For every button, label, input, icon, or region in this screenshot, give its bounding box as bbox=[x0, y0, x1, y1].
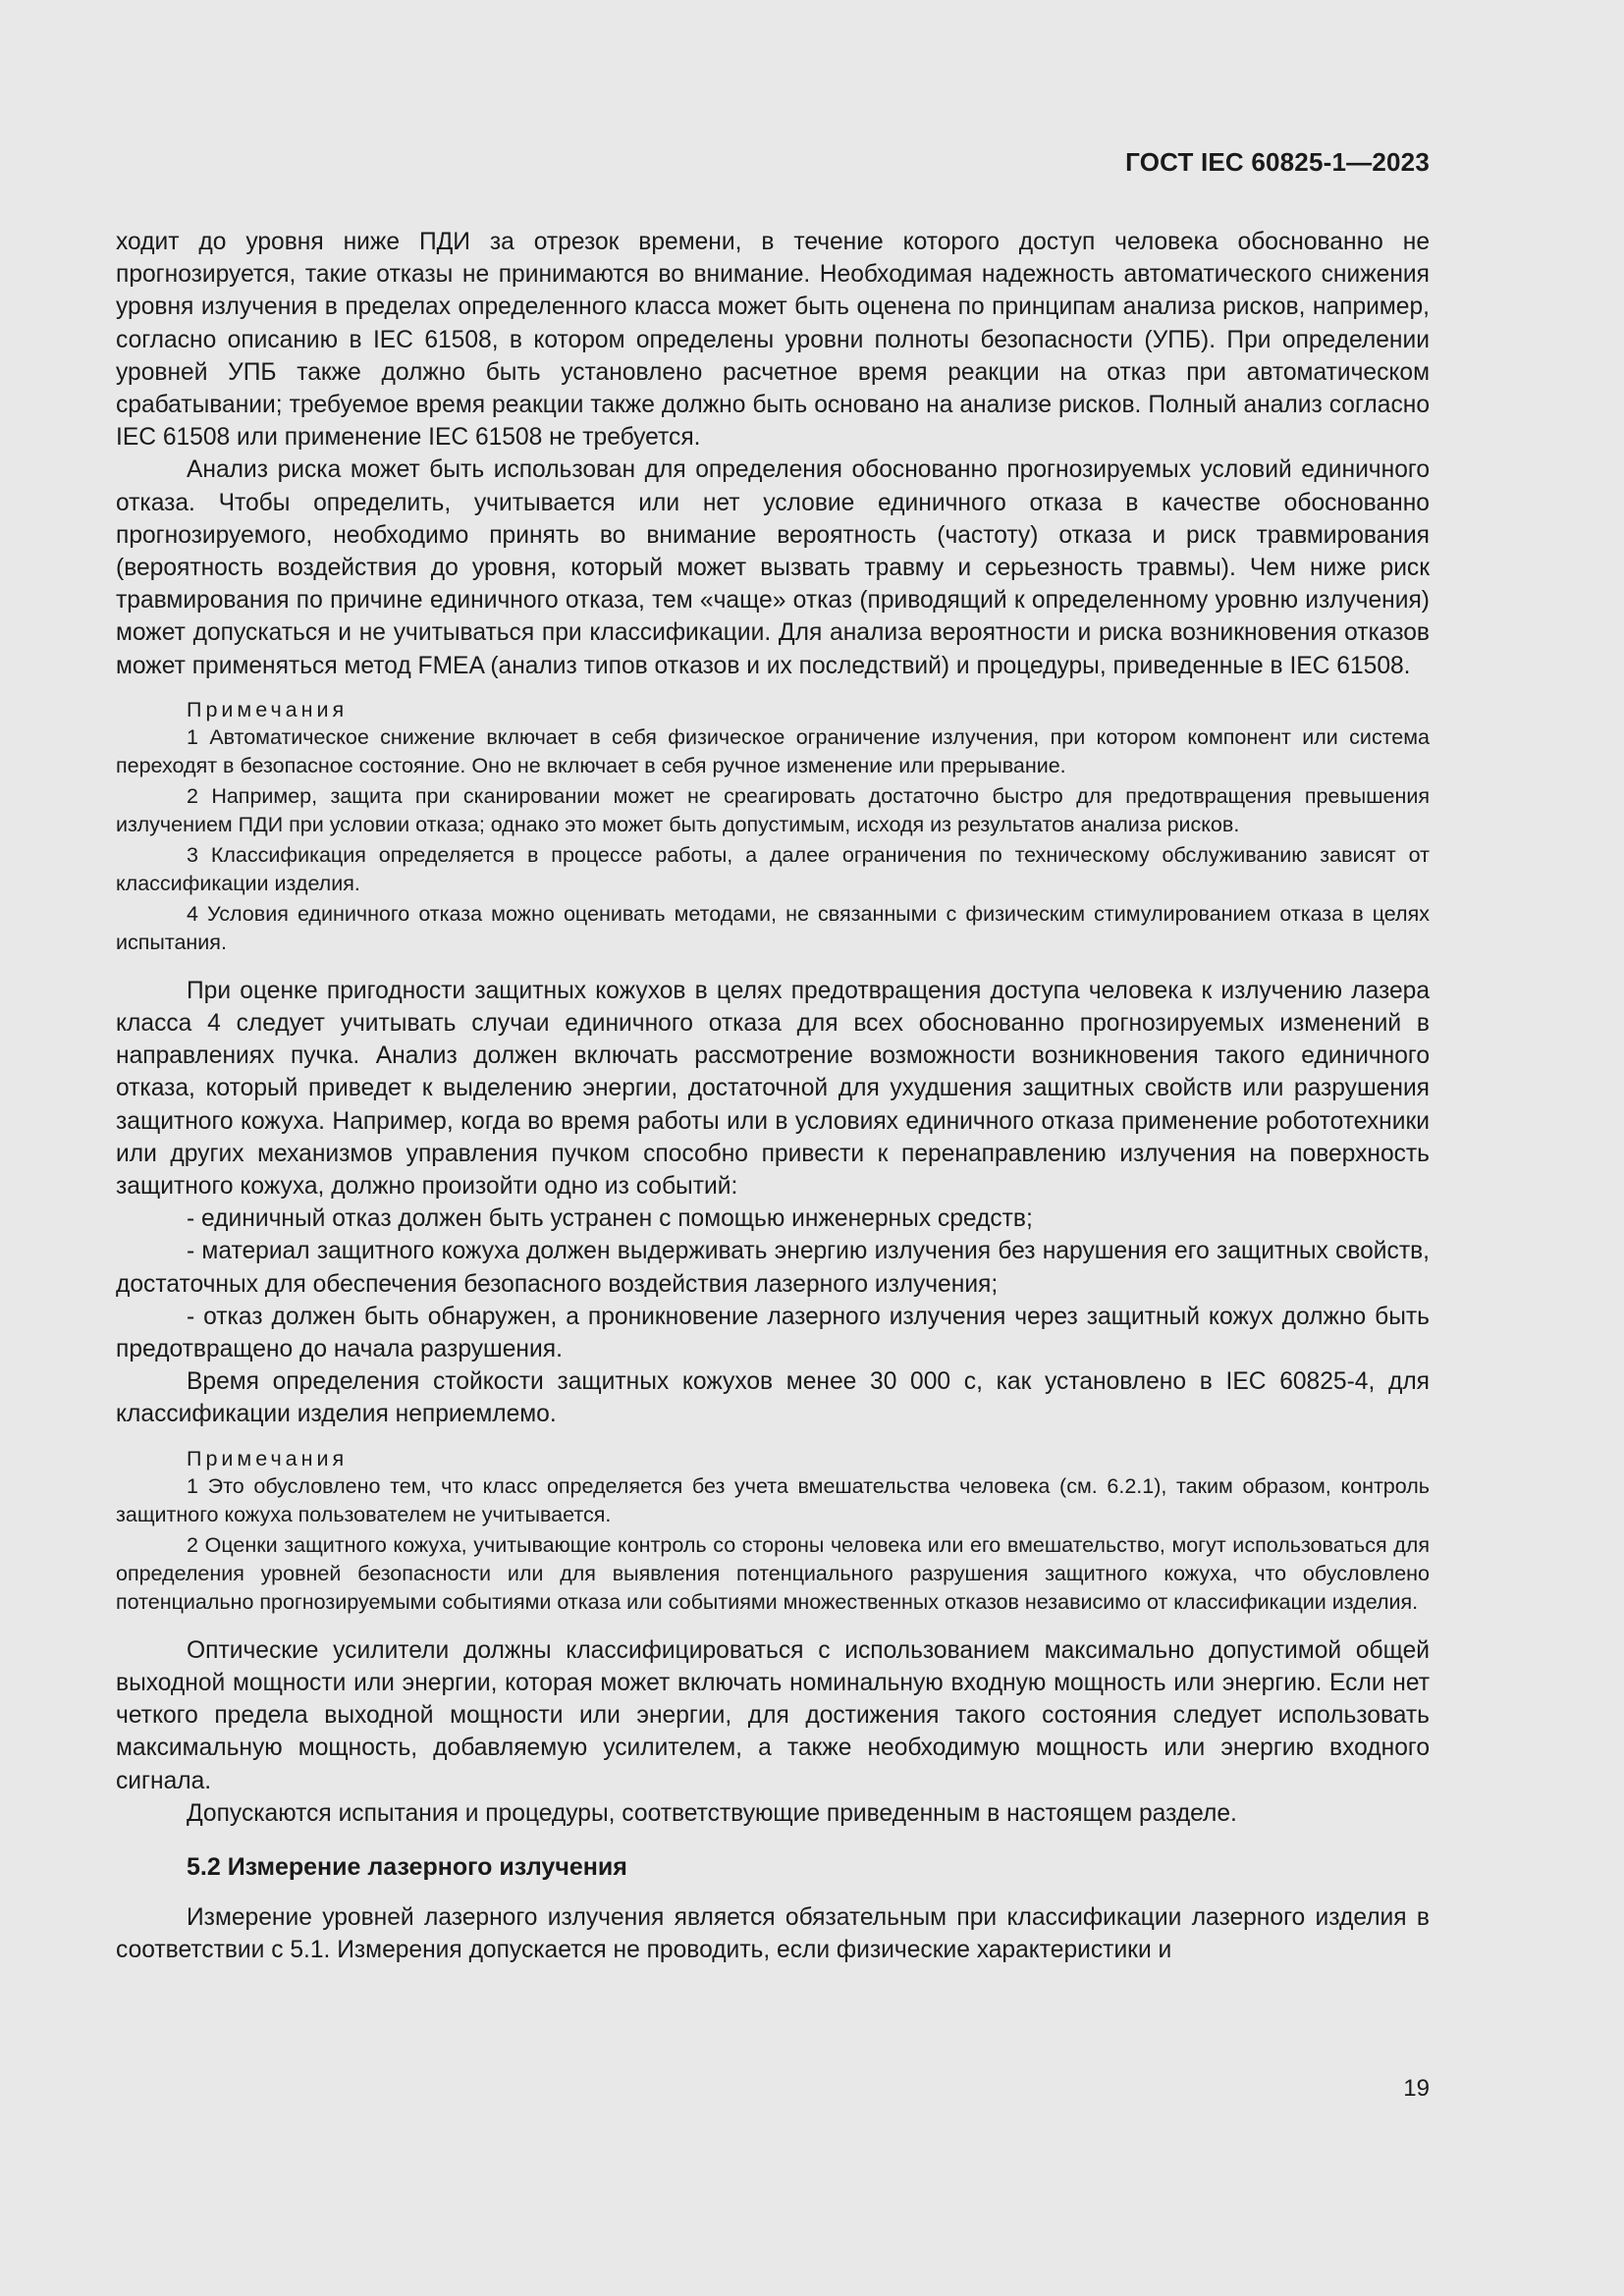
paragraph-tests-allowed: Допускаются испытания и процедуры, соответствующие приведенным в настоящем разделе. bbox=[187, 1799, 1237, 1827]
paragraph-measurement: Измерение уровней лазерного излучения является обязательным при классификации лазерного изделия в соответствии с 5.1. Измерения допускается не проводить, если физические характеристики и bbox=[116, 1903, 1430, 1964]
note-item: 1 Это обусловлено тем, что класс определяется без учета вмешательства человека (см. 6.2.1), таким образом, контроль защитного кожуха пользователем не учитывается. bbox=[116, 1473, 1430, 1526]
paragraph-protective-housings: При оценке пригодности защитных кожухов в целях предотвращения доступа человека к излучению лазера класса 4 следует учитывать случаи единичного отказа для всех обоснованно прогнозируемых изменений в направлениях пучка. Анализ должен включать рассмотрение возможности возникновения такого единичного отказа, который приведет к выделению энергии, достаточной для ухудшения защитных свойств или разрушения защитного кожуха. Например, когда во время работы или в условиях единичного отказа применение робототехники или других механизмов управления пучком способно привести к перенаправлению излучения на поверхность защитного кожуха, должно произойти одно из событий: bbox=[116, 977, 1430, 1201]
notes-block-2 bbox=[116, 1445, 1430, 1617]
note-item: 1 Автоматическое снижение включает в себя физическое ограничение излучения, при котором компонент или система переходят в безопасное состояние. Оно не включает в себя ручное изменение или прерывание. bbox=[116, 724, 1430, 777]
notes-block-1 bbox=[116, 696, 1430, 957]
note-item: 3 Классификация определяется в процессе работы, а далее ограничения по техническому обслуживанию зависят от классификации изделия. bbox=[116, 842, 1430, 895]
note-item: 2 Оценки защитного кожуха, учитывающие контроль со стороны человека или его вмешательство, могут использоваться для определения уровней безопасности или для выявления потенциального разрушения защитного кожуха, что обусловлено потенциально прогнозируемыми событиями отказа или событиями множественных отказов независимо от классификации изделия. bbox=[116, 1532, 1430, 1614]
list-item: - единичный отказ должен быть устранен с помощью инженерных средств; bbox=[187, 1205, 1033, 1233]
page-body bbox=[116, 226, 1430, 1966]
list-item: - материал защитного кожуха должен выдерживать энергию излучения без нарушения его защитных свойств, достаточных для обеспечения безопасного воздействия лазерного излучения; bbox=[116, 1238, 1430, 1298]
paragraph-durability-time: Время определения стойкости защитных кожухов менее 30 000 с, как установлено в IEC 60825-4, для классификации изделия неприемлемо. bbox=[116, 1368, 1430, 1428]
note-item: 4 Условия единичного отказа можно оценивать методами, не связанными с физическим стимулированием отказа в целях испытания. bbox=[116, 901, 1430, 954]
section-heading: 5.2 Измерение лазерного излучения bbox=[187, 1852, 627, 1881]
list-item: - отказ должен быть обнаружен, а проникновение лазерного излучения через защитный кожух должно быть предотвращено до начала разрушения. bbox=[116, 1303, 1430, 1363]
paragraph-optical-amplifiers: Оптические усилители должны классифицироваться с использованием максимально допустимой общей выходной мощности или энергии, которая может включать номинальную входную мощность или энергию. Если нет четкого предела выходной мощности или энергии, для достижения такого состояния следует использовать максимальную мощность, добавляемую усилителем, а также необходимую мощность или энергию входного сигнала. bbox=[116, 1636, 1430, 1794]
note-item: 2 Например, защита при сканировании может не среагировать достаточно быстро для предотвращения превышения излучением ПДИ при условии отказа; однако это может быть допустимым, исходя из результатов анализа рисков. bbox=[116, 783, 1430, 836]
paragraph-continued: ходит до уровня ниже ПДИ за отрезок времени, в течение которого доступ человека обоснованно не прогнозируется, такие отказы не принимаются во внимание. Необходимая надежность автоматического снижения уровня излучения в пределах определенного класса может быть оценена по принципам анализа рисков, например, согласно описанию в IEC 61508, в котором определены уровни полноты безопасности (УПБ). При определении уровней УПБ также должно быть установлено расчетное время реакции на отказ при автоматическом срабатывании; требуемое время реакции также должно быть основано на анализе рисков. Полный анализ согласно IEC 61508 или применение IEC 61508 не требуется. bbox=[116, 229, 1430, 452]
notes-title: Примечания bbox=[187, 697, 349, 721]
paragraph-risk-analysis: Анализ риска может быть использован для определения обоснованно прогнозируемых условий единичного отказа. Чтобы определить, учитывается или нет условие единичного отказа в качестве обоснованно прогнозируемого, необходимо принять во внимание вероятность (частоту) отказа и риск травмирования (вероятность воздействия до уровня, который может вызвать травму и серьезность травмы). Чем ниже риск травмирования по причине единичного отказа, тем «чаще» отказ (приводящий к определенному уровню излучения) может допускаться и не учитываться при классификации. Для анализа вероятности и риска возникновения отказов может применяться метод FMEA (анализ типов отказов и их последствий) и процедуры, приведенные в IEC 61508. bbox=[116, 456, 1430, 679]
document-code-header: ГОСТ IEC 60825-1—2023 bbox=[1125, 147, 1430, 177]
page-number: 19 bbox=[1403, 2075, 1430, 2102]
notes-title: Примечания bbox=[187, 1446, 349, 1470]
